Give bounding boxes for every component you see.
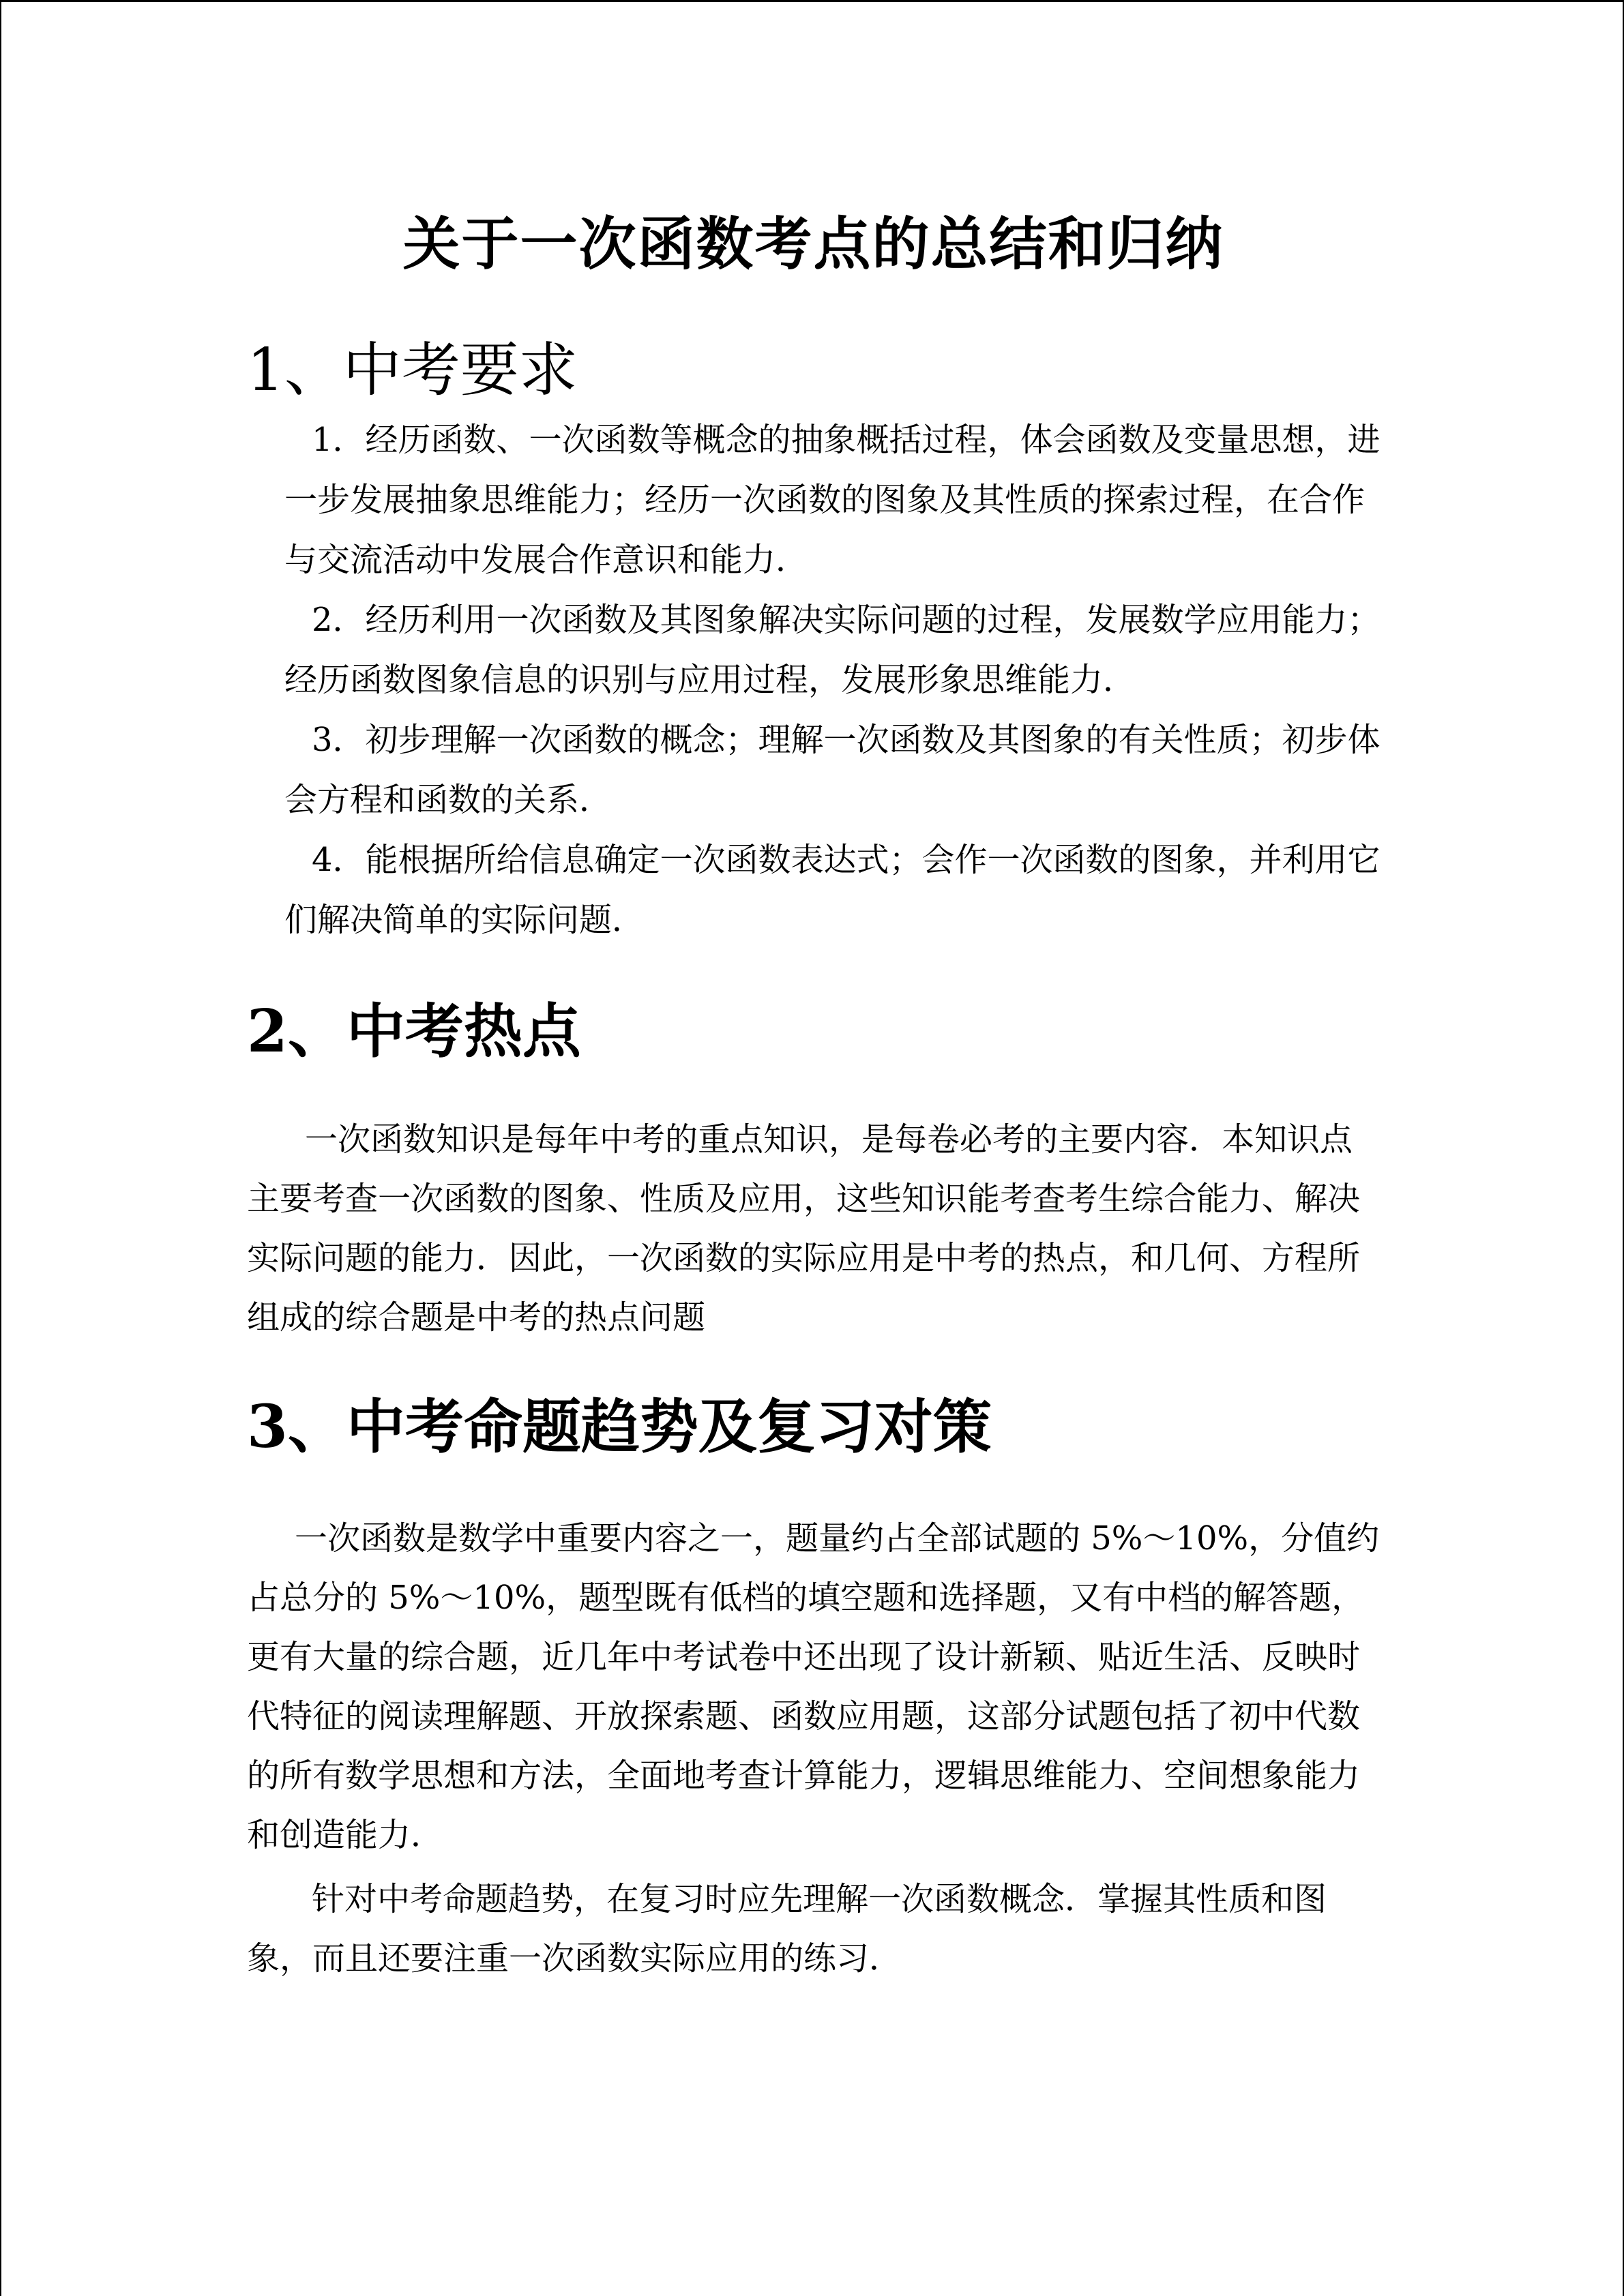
section-heading-hotspots: 2、中考热点 [247,997,581,1066]
trends-line: 的所有数学思想和方法，全面地考查计算能力，逻辑思维能力、空间想象能力 [247,1757,1361,1795]
trends-line: 象，而且还要注重一次函数实际应用的练习． [247,1939,902,1978]
trends-line: 占总分的 5%～10%，题型既有低档的填空题和选择题，又有中档的解答题， [247,1579,1365,1617]
requirements-line: 会方程和函数的关系． [284,781,612,819]
section-heading-requirements: 1、中考要求 [247,336,578,404]
hotspots-line: 组成的综合题是中考的热点问题 [247,1298,706,1337]
requirements-line: 一步发展抽象思维能力；经历一次函数的图象及其性质的探索过程，在合作 [284,481,1365,519]
requirements-line: 2．经历利用一次函数及其图象解决实际问题的过程，发展数学应用能力； [312,601,1381,639]
requirements-line: 经历函数图象信息的识别与应用过程，发展形象思维能力． [284,661,1136,699]
trends-line: 更有大量的综合题，近几年中考试卷中还出现了设计新颖、贴近生活、反映时 [247,1638,1361,1676]
trends-line: 一次函数是数学中重要内容之一，题量约占全部试题的 5%～10%，分值约 [295,1519,1380,1557]
section-heading-trends: 3、中考命题趋势及复习对策 [247,1392,992,1461]
requirements-line: 们解决简单的实际问题． [284,901,645,939]
requirements-line: 1．经历函数、一次函数等概念的抽象概括过程，体会函数及变量思想，进 [312,421,1381,459]
document-title: 关于一次函数考点的总结和归纳 [402,210,1224,278]
trends-line: 针对中考命题趋势，在复习时应先理解一次函数概念．掌握其性质和图 [312,1880,1327,1918]
requirements-line: 3．初步理解一次函数的概念；理解一次函数及其图象的有关性质；初步体 [312,721,1381,759]
hotspots-line: 主要考查一次函数的图象、性质及应用，这些知识能考查考生综合能力、解决 [247,1180,1361,1218]
trends-line: 代特征的阅读理解题、开放探索题、函数应用题，这部分试题包括了初中代数 [247,1697,1361,1735]
requirements-line: 4．能根据所给信息确定一次函数表达式；会作一次函数的图象，并利用它 [312,841,1381,879]
hotspots-line: 实际问题的能力．因此，一次函数的实际应用是中考的热点，和几何、方程所 [247,1239,1361,1277]
trends-line: 和创造能力． [247,1816,444,1854]
requirements-line: 与交流活动中发展合作意识和能力． [284,541,809,579]
hotspots-line: 一次函数知识是每年中考的重点知识，是每卷必考的主要内容．本知识点 [305,1120,1353,1159]
